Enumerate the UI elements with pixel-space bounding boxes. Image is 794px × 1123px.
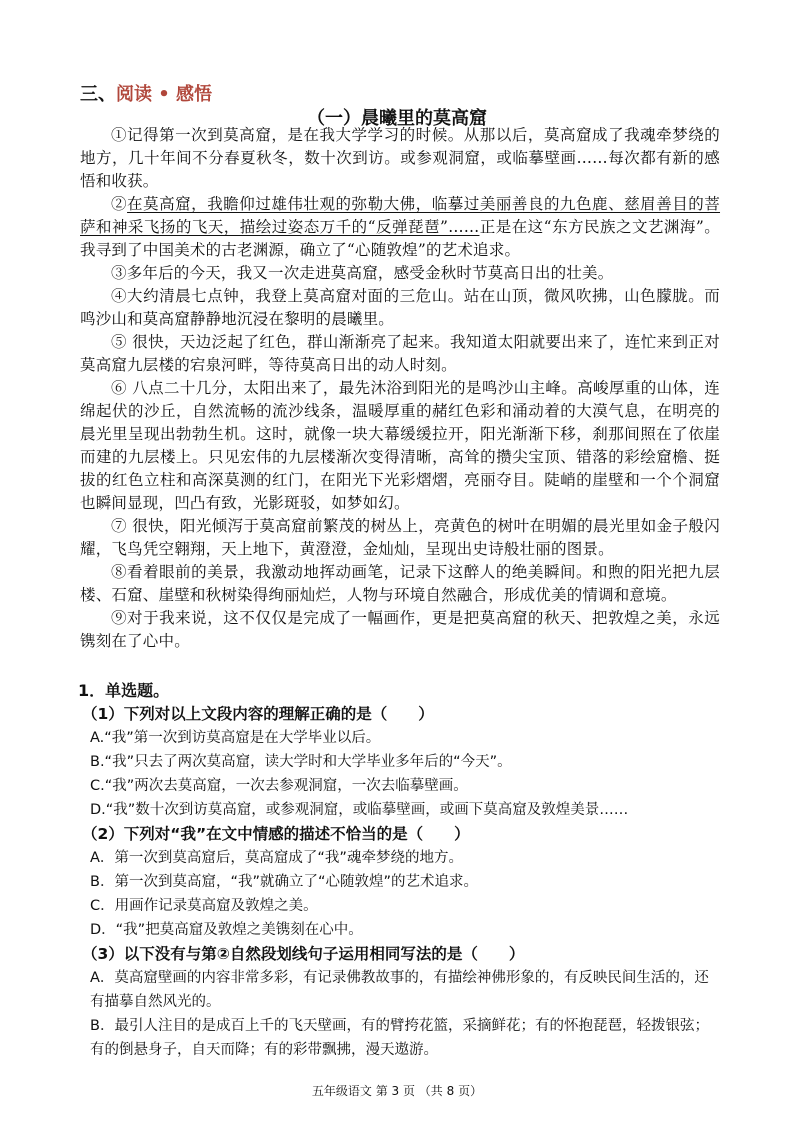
- paragraph-text: ①记得第一次到莫高窟，是在我大学学习的时候。从那以后，莫高窟成了我魂牵梦绕的地方，几十年间不分春夏秋冬，数十次到访。或参观洞窟，或临摹壁画……每次都有新的感悟和收获。: [80, 126, 720, 190]
- option-b: B．最引人注目的是成百上千的飞天壁画，有的臂挎花篮，采摘鲜花；有的怀抱琵琶，轻拨银弦；有的倒悬身子，自天而降；有的彩带飘拂，漫天遨游。: [90, 1018, 709, 1058]
- paragraph-4: [80, 285, 720, 331]
- page-footer: 五年级语文 第 3 页 （共 8 页）: [311, 1084, 483, 1098]
- paragraph-2: [80, 193, 720, 262]
- option-c: C.“我”两次去莫高窟，一次去参观洞窟，一次去临摹壁画。: [90, 778, 468, 794]
- option-b: B．第一次到莫高窟，“我”就确立了“心随敦煌”的艺术追求。: [90, 874, 478, 890]
- paragraph-text: ⑧看着眼前的美景，我激动地挥动画笔，记录下这醉人的绝美瞬间。和煦的阳光把九层楼、石窟、崖壁和秋树染得绚丽灿烂，人物与环境自然融合，形成优美的情调和意境。: [80, 563, 720, 604]
- question-stem: （2）下列对“我”在文中情感的描述不恰当的是（ ）: [82, 825, 470, 843]
- paragraph-6: [80, 377, 720, 515]
- question-3: [82, 942, 722, 1062]
- question-stem: （1）下列对以上文段内容的理解正确的是（ ）: [82, 705, 434, 723]
- question-stem: （3）以下没有与第②自然段划线句子运用相同写法的是（ ）: [82, 945, 525, 963]
- paragraph-text: ⑨对于我来说，这不仅仅是完成了一幅画作，更是把莫高窟的秋天、把敦煌之美，永远镌刻在了心中。: [80, 609, 720, 650]
- paragraph-text: ③多年后的今天，我又一次走进莫高窟，感受金秋时节莫高日出的壮美。: [111, 264, 614, 282]
- option-c: C．用画作记录莫高窟及敦煌之美。: [90, 898, 318, 914]
- section-title: [80, 80, 212, 106]
- paragraph-3: [80, 262, 720, 285]
- paragraph-1: [80, 124, 720, 193]
- paragraph-9: [80, 607, 720, 653]
- option-b: B.“我”只去了两次莫高窟，读大学时和大学毕业多年后的“今天”。: [90, 754, 512, 770]
- paragraph-5: [80, 331, 720, 377]
- paragraph-text: ⑤ 很快，天边泛起了红色，群山渐渐亮了起来。我知道太阳就要出来了，连忙来到正对莫高窟九层楼的宕泉河畔，等待莫高日出的动人时刻。: [80, 333, 720, 374]
- section-heading: 阅读 • 感悟: [116, 84, 213, 105]
- option-a: A．莫高窟壁画的内容非常多彩，有记录佛教故事的，有描绘神佛形象的，有反映民间生活的，还有描摹自然风光的。: [90, 970, 709, 1010]
- section-number: 三、: [80, 84, 116, 105]
- underlined-sentence: 在莫高窟，我瞻仰过雄伟壮观的弥勒大佛，临摹过美丽善良的九色鹿、慈眉善目的菩萨和神采飞扬的飞天，描绘过姿态万千的“反弹琵琶”……: [80, 195, 721, 236]
- option-d: D.“我”数十次到访莫高窟，或参观洞窟，或临摹壁画，或画下莫高窟及敦煌美景……: [90, 802, 629, 818]
- paragraph-8: [80, 561, 720, 607]
- option-d: D．“我”把莫高窟及敦煌之美镌刻在心中。: [90, 922, 363, 938]
- option-a: A．第一次到莫高窟后，莫高窟成了“我”魂牵梦绕的地方。: [90, 850, 463, 866]
- option-a: A.“我”第一次到访莫高窟是在大学毕业以后。: [90, 730, 381, 746]
- question-1: [82, 702, 722, 822]
- paragraph-text: ④大约清晨七点钟，我登上莫高窟对面的三危山。站在山顶，微风吹拂，山色朦胧。而鸣沙山和莫高窟静静地沉浸在黎明的晨曦里。: [80, 287, 720, 328]
- paragraph-text: ⑥ 八点二十几分，太阳出来了，最先沐浴到阳光的是鸣沙山主峰。高峻厚重的山体，连绵起伏的沙丘，自然流畅的流沙线条，温暖厚重的赭红色彩和涌动着的大漠气息，在明亮的晨光里呈现出勃勃生机。这时，就像一块大幕缓缓拉开，阳光渐渐下移，刹那间照在了依崖而建的九层楼上。只见宏伟的九层楼渐次变得清晰，高耸的攒尖宝顶、错落的彩绘窟檐、挺拔的红色立柱和高深莫测的红门，在阳光下光彩熠熠，亮丽夺目。陡峭的崖壁和一个个洞窟也瞬间显现，凹凸有致，光影斑驳，如梦如幻。: [80, 379, 720, 512]
- paragraph-7: [80, 515, 720, 561]
- passage-body: [80, 124, 720, 653]
- passage-title: （一）晨曦里的莫高窟: [307, 108, 487, 129]
- paragraph-number: ②: [111, 195, 128, 213]
- question-heading: 1．单选题。: [78, 681, 170, 700]
- paragraph-text: 正是在这“东方民族之文艺渊海”。我寻到了中国美术的古老渊源，确立了“心随敦煌”的艺术追求。: [80, 218, 720, 259]
- paragraph-text: ⑦ 很快，阳光倾泻于莫高窟前繁茂的树丛上，亮黄色的树叶在明媚的晨光里如金子般闪耀，飞鸟凭空翱翔，天上地下，黄澄澄，金灿灿，呈现出史诗般壮丽的图景。: [80, 517, 720, 558]
- question-2: [82, 822, 722, 942]
